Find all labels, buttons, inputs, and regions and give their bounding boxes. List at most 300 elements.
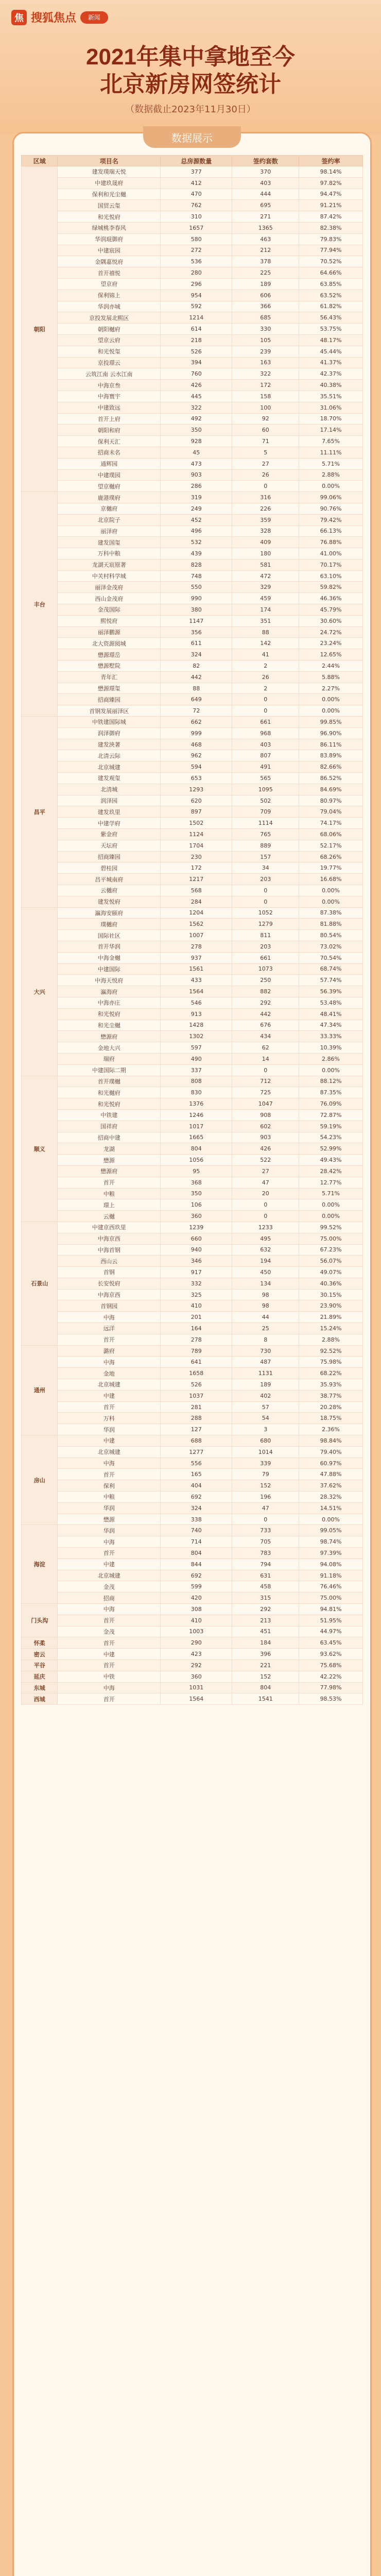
signed-units-cell: 203 <box>232 941 299 952</box>
table-row <box>22 256 363 267</box>
total-units-cell: 308 <box>161 1604 232 1615</box>
signing-rate-cell: 0.00% <box>299 705 363 717</box>
signing-rate-cell: 59.19% <box>299 1121 363 1132</box>
signed-units-cell: 315 <box>232 1592 299 1604</box>
signing-rate-cell: 79.42% <box>299 514 363 526</box>
signing-rate-cell: 79.40% <box>299 1446 363 1458</box>
signed-units-cell: 680 <box>232 1435 299 1447</box>
project-name-cell: 绿城桃李春风 <box>58 222 161 233</box>
table-row <box>22 930 363 941</box>
table-row <box>22 1165 363 1177</box>
table-row <box>22 593 363 604</box>
table-row <box>22 1222 363 1233</box>
table-row <box>22 727 363 739</box>
table-row <box>22 570 363 582</box>
project-name-cell: 紫金府 <box>58 829 161 840</box>
project-name-cell: 西山金茂府 <box>58 593 161 604</box>
signed-units-cell: 98 <box>232 1300 299 1312</box>
table-row <box>22 1413 363 1424</box>
signing-rate-cell: 5.71% <box>299 458 363 469</box>
table-row <box>22 526 363 537</box>
signing-rate-cell: 49.43% <box>299 1155 363 1166</box>
table-row <box>22 1401 363 1413</box>
signed-units-cell: 189 <box>232 1379 299 1391</box>
signing-rate-cell: 44.97% <box>299 1626 363 1637</box>
total-units-cell: 172 <box>161 862 232 874</box>
table-row <box>22 380 363 391</box>
signing-rate-cell: 12.65% <box>299 649 363 660</box>
signing-rate-cell: 94.81% <box>299 1604 363 1615</box>
project-name-cell: 丽泽府 <box>58 526 161 537</box>
signing-rate-cell: 56.39% <box>299 986 363 997</box>
project-name-cell: 望京云府 <box>58 334 161 346</box>
table-row <box>22 717 363 728</box>
signed-units-cell: 426 <box>232 1143 299 1155</box>
signing-rate-cell: 54.23% <box>299 1132 363 1143</box>
signing-rate-cell: 98.84% <box>299 1435 363 1447</box>
table-row <box>22 1615 363 1626</box>
signed-units-cell: 733 <box>232 1525 299 1536</box>
total-units-cell: 1124 <box>161 829 232 840</box>
signed-units-cell: 1114 <box>232 818 299 829</box>
signed-units-cell: 632 <box>232 1244 299 1256</box>
project-name-cell: 首开 <box>58 1177 161 1188</box>
total-units-cell: 1017 <box>161 1121 232 1132</box>
total-units-cell: 903 <box>161 469 232 481</box>
signing-rate-cell: 16.68% <box>299 874 363 885</box>
total-units-cell: 468 <box>161 739 232 750</box>
project-name-cell: 中建璞园 <box>58 469 161 481</box>
table-row <box>22 1053 363 1064</box>
project-name-cell: 天坛府 <box>58 840 161 851</box>
table-row <box>22 660 363 672</box>
table-row <box>22 739 363 750</box>
project-name-cell: 和光悦玺 <box>58 346 161 357</box>
table-row <box>22 683 363 694</box>
table-row <box>22 447 363 458</box>
table-row <box>22 1244 363 1256</box>
project-name-cell: 华润 <box>58 1502 161 1514</box>
total-units-cell: 1562 <box>161 919 232 930</box>
table-row <box>22 784 363 795</box>
table-row <box>22 750 363 761</box>
table-row <box>22 1514 363 1525</box>
table-row <box>22 301 363 312</box>
project-name-cell: 中海京西 <box>58 1233 161 1244</box>
signing-rate-cell: 18.70% <box>299 413 363 425</box>
total-units-cell: 1003 <box>161 1626 232 1637</box>
signing-rate-cell: 0.00% <box>299 481 363 492</box>
signing-rate-cell: 0.00% <box>299 1514 363 1525</box>
total-units-cell: 913 <box>161 1008 232 1020</box>
brand-logo[interactable] <box>11 9 108 25</box>
project-name-cell: 中关村科学城 <box>58 570 161 582</box>
total-units-cell: 526 <box>161 346 232 357</box>
signed-units-cell: 100 <box>232 402 299 413</box>
total-units-cell: 1376 <box>161 1098 232 1110</box>
signed-units-cell: 1073 <box>232 963 299 975</box>
project-name-cell: 首钢发展丽泽区 <box>58 705 161 717</box>
project-name-cell: 金地 <box>58 1368 161 1379</box>
signing-rate-cell: 97.39% <box>299 1548 363 1559</box>
district-cell: 大兴 <box>22 907 58 1076</box>
project-name-cell: 金茂 <box>58 1581 161 1592</box>
total-units-cell: 760 <box>161 368 232 380</box>
project-name-cell: 中铁建国际城 <box>58 717 161 728</box>
signed-units-cell: 134 <box>232 1278 299 1289</box>
district-cell: 房山 <box>22 1435 58 1525</box>
project-name-cell: 京樾府 <box>58 503 161 514</box>
table-row <box>22 1267 363 1278</box>
table-row <box>22 1682 363 1693</box>
signed-units-cell: 409 <box>232 537 299 548</box>
total-units-cell: 286 <box>161 481 232 492</box>
signed-units-cell: 730 <box>232 1345 299 1357</box>
district-cell: 朝阳 <box>22 166 58 492</box>
signing-rate-cell: 87.35% <box>299 1087 363 1098</box>
signed-units-cell: 57 <box>232 1401 299 1413</box>
total-units-cell: 442 <box>161 671 232 683</box>
table-row <box>22 694 363 705</box>
project-name-cell: 中建宸园 <box>58 245 161 256</box>
signed-units-cell: 26 <box>232 469 299 481</box>
table-row <box>22 1390 363 1401</box>
signed-units-cell: 105 <box>232 334 299 346</box>
signing-rate-cell: 2.86% <box>299 1053 363 1064</box>
signing-rate-cell: 23.24% <box>299 638 363 649</box>
signed-units-cell: 1541 <box>232 1693 299 1705</box>
total-units-cell: 808 <box>161 1076 232 1087</box>
district-cell: 昌平 <box>22 717 58 908</box>
table-row <box>22 851 363 862</box>
project-name-cell: 云樾府 <box>58 885 161 896</box>
table-row <box>22 896 363 907</box>
signed-units-cell: 1131 <box>232 1368 299 1379</box>
project-name-cell: 首开 <box>58 1615 161 1626</box>
signed-units-cell: 213 <box>232 1615 299 1626</box>
signing-rate-cell: 82.38% <box>299 222 363 233</box>
signed-units-cell: 184 <box>232 1637 299 1649</box>
signing-rate-cell: 52.17% <box>299 840 363 851</box>
signed-units-cell: 2 <box>232 660 299 672</box>
table-row <box>22 245 363 256</box>
table-row <box>22 638 363 649</box>
table-row <box>22 200 363 211</box>
table-row <box>22 582 363 593</box>
signed-units-cell: 329 <box>232 582 299 593</box>
signed-units-cell: 79 <box>232 1469 299 1480</box>
signed-units-cell: 661 <box>232 952 299 963</box>
district-cell: 东城 <box>22 1682 58 1693</box>
project-name-cell: 首开 <box>58 1659 161 1671</box>
total-units-cell: 1217 <box>161 874 232 885</box>
total-units-cell: 338 <box>161 1514 232 1525</box>
project-name-cell: 保利和光尘樾 <box>58 189 161 200</box>
total-units-cell: 536 <box>161 256 232 267</box>
table-row <box>22 458 363 469</box>
table-row <box>22 1458 363 1469</box>
table-row <box>22 391 363 402</box>
total-units-cell: 249 <box>161 503 232 514</box>
project-name-cell: 中粮 <box>58 1492 161 1503</box>
table-row <box>22 436 363 447</box>
signed-units-cell: 378 <box>232 256 299 267</box>
column-header: 区域 <box>22 156 58 166</box>
table-row <box>22 963 363 975</box>
signing-rate-cell: 76.88% <box>299 537 363 548</box>
table-row <box>22 1076 363 1087</box>
signing-rate-cell: 81.88% <box>299 919 363 930</box>
signed-units-cell: 8 <box>232 1334 299 1345</box>
signing-rate-cell: 98.74% <box>299 1536 363 1548</box>
signed-units-cell: 403 <box>232 739 299 750</box>
signed-units-cell: 2 <box>232 683 299 694</box>
signing-rate-cell: 21.89% <box>299 1312 363 1323</box>
table-row <box>22 705 363 717</box>
total-units-cell: 106 <box>161 1199 232 1211</box>
project-name-cell: 华润亦城 <box>58 301 161 312</box>
signed-units-cell: 370 <box>232 166 299 178</box>
signed-units-cell: 495 <box>232 1233 299 1244</box>
project-name-cell: 中海 <box>58 1536 161 1548</box>
total-units-cell: 1502 <box>161 818 232 829</box>
total-units-cell: 445 <box>161 391 232 402</box>
table-row <box>22 1592 363 1604</box>
table-row <box>22 986 363 997</box>
table-row <box>22 818 363 829</box>
total-units-cell: 356 <box>161 626 232 638</box>
signing-rate-cell: 33.33% <box>299 1031 363 1042</box>
total-units-cell: 1564 <box>161 1693 232 1705</box>
signed-units-cell: 226 <box>232 503 299 514</box>
signed-units-cell: 180 <box>232 548 299 560</box>
table-row <box>22 773 363 784</box>
total-units-cell: 917 <box>161 1267 232 1278</box>
table-row <box>22 1008 363 1020</box>
signed-units-cell: 458 <box>232 1581 299 1592</box>
signed-units-cell: 157 <box>232 851 299 862</box>
project-name-cell: 北清城 <box>58 784 161 795</box>
total-units-cell: 201 <box>161 1312 232 1323</box>
project-name-cell: 金隅嘉悦府 <box>58 256 161 267</box>
signed-units-cell: 434 <box>232 1031 299 1042</box>
total-units-cell: 649 <box>161 694 232 705</box>
total-units-cell: 653 <box>161 773 232 784</box>
total-units-cell: 804 <box>161 1548 232 1559</box>
signed-units-cell: 403 <box>232 177 299 189</box>
table-row <box>22 761 363 773</box>
total-units-cell: 830 <box>161 1087 232 1098</box>
signed-units-cell: 491 <box>232 761 299 773</box>
signing-rate-cell: 87.42% <box>299 211 363 223</box>
total-units-cell: 692 <box>161 1570 232 1581</box>
signing-rate-cell: 68.74% <box>299 963 363 975</box>
total-units-cell: 281 <box>161 1401 232 1413</box>
signing-rate-cell: 56.07% <box>299 1256 363 1267</box>
table-row <box>22 1334 363 1345</box>
signing-rate-cell: 80.97% <box>299 795 363 806</box>
signed-units-cell: 5 <box>232 447 299 458</box>
table-row <box>22 1469 363 1480</box>
project-name-cell: 首开 <box>58 1334 161 1345</box>
signed-units-cell: 1365 <box>232 222 299 233</box>
signing-rate-cell: 47.34% <box>299 1020 363 1031</box>
total-units-cell: 332 <box>161 1278 232 1289</box>
table-row <box>22 1256 363 1267</box>
district-cell: 石景山 <box>22 1222 58 1345</box>
signing-rate-cell: 28.32% <box>299 1492 363 1503</box>
total-units-cell: 688 <box>161 1435 232 1447</box>
project-name-cell: 熙悦府 <box>58 615 161 626</box>
total-units-cell: 660 <box>161 1233 232 1244</box>
total-units-cell: 599 <box>161 1581 232 1592</box>
total-units-cell: 1657 <box>161 222 232 233</box>
signed-units-cell: 25 <box>232 1323 299 1334</box>
project-name-cell: 中建 <box>58 1435 161 1447</box>
project-name-cell: 龙湖 <box>58 1143 161 1155</box>
project-name-cell: 润泽御府 <box>58 727 161 739</box>
total-units-cell: 325 <box>161 1289 232 1300</box>
total-units-cell: 284 <box>161 896 232 907</box>
signed-units-cell: 783 <box>232 1548 299 1559</box>
table-row <box>22 885 363 896</box>
district-cell: 丰台 <box>22 492 58 717</box>
column-header: 签约套数 <box>232 156 299 166</box>
table-row <box>22 1671 363 1682</box>
total-units-cell: 380 <box>161 604 232 616</box>
total-units-cell: 368 <box>161 1177 232 1188</box>
total-units-cell: 1277 <box>161 1446 232 1458</box>
total-units-cell: 597 <box>161 1042 232 1054</box>
signing-rate-cell: 63.52% <box>299 290 363 301</box>
signing-rate-cell: 68.22% <box>299 1368 363 1379</box>
signing-rate-cell: 87.38% <box>299 907 363 919</box>
signed-units-cell: 0 <box>232 705 299 717</box>
table-row <box>22 1693 363 1705</box>
signing-rate-cell: 5.71% <box>299 1188 363 1199</box>
project-name-cell: 中海 <box>58 1682 161 1693</box>
signing-rate-cell: 35.51% <box>299 391 363 402</box>
table-row <box>22 840 363 851</box>
signing-rate-cell: 53.75% <box>299 324 363 335</box>
table-row <box>22 1570 363 1581</box>
signed-units-cell: 3 <box>232 1424 299 1435</box>
project-name-cell: 北京城建 <box>58 1446 161 1458</box>
total-units-cell: 288 <box>161 1413 232 1424</box>
total-units-cell: 296 <box>161 278 232 290</box>
signed-units-cell: 502 <box>232 795 299 806</box>
project-name-cell: 望京樾府 <box>58 481 161 492</box>
project-name-cell: 云筑江南 云水江南 <box>58 368 161 380</box>
total-units-cell: 1031 <box>161 1682 232 1693</box>
signing-rate-cell: 77.98% <box>299 1682 363 1693</box>
signed-units-cell: 88 <box>232 626 299 638</box>
signed-units-cell: 1014 <box>232 1446 299 1458</box>
project-name-cell: 中建玖晟府 <box>58 177 161 189</box>
project-name-cell: 首开 <box>58 1548 161 1559</box>
signed-units-cell: 631 <box>232 1570 299 1581</box>
signed-units-cell: 1052 <box>232 907 299 919</box>
project-name-cell: 中粮 <box>58 1188 161 1199</box>
signed-units-cell: 676 <box>232 1020 299 1031</box>
table-row <box>22 1424 363 1435</box>
project-name-cell: 丽泽金茂府 <box>58 582 161 593</box>
project-name-cell: 首开禧悦 <box>58 267 161 279</box>
project-name-cell: 国祥府 <box>58 1121 161 1132</box>
total-units-cell: 1658 <box>161 1368 232 1379</box>
table-row <box>22 1649 363 1660</box>
signed-units-cell: 450 <box>232 1267 299 1278</box>
signed-units-cell: 41 <box>232 649 299 660</box>
project-name-cell: 首钢园 <box>58 1300 161 1312</box>
project-name-cell: 金茂国际 <box>58 604 161 616</box>
signed-units-cell: 807 <box>232 750 299 761</box>
table-row <box>22 1289 363 1300</box>
signing-rate-cell: 49.07% <box>299 1267 363 1278</box>
column-header: 总房源数量 <box>161 156 232 166</box>
signed-units-cell: 27 <box>232 1165 299 1177</box>
signing-rate-cell: 67.23% <box>299 1244 363 1256</box>
project-name-cell: 中海寰宇 <box>58 391 161 402</box>
signing-rate-cell: 41.37% <box>299 357 363 368</box>
signed-units-cell: 765 <box>232 829 299 840</box>
project-name-cell: 中建京西玖里 <box>58 1222 161 1233</box>
table-row <box>22 997 363 1008</box>
signed-units-cell: 1279 <box>232 919 299 930</box>
signed-units-cell: 212 <box>232 245 299 256</box>
district-cell: 延庆 <box>22 1671 58 1682</box>
table-row <box>22 1637 363 1649</box>
signing-rate-cell: 53.48% <box>299 997 363 1008</box>
table-row <box>22 1581 363 1592</box>
signed-units-cell: 152 <box>232 1671 299 1682</box>
total-units-cell: 620 <box>161 795 232 806</box>
signed-units-cell: 271 <box>232 211 299 223</box>
signing-rate-cell: 90.76% <box>299 503 363 514</box>
table-row <box>22 1211 363 1222</box>
table-row <box>22 166 363 178</box>
total-units-cell: 568 <box>161 885 232 896</box>
signed-units-cell: 152 <box>232 1480 299 1492</box>
column-header: 签约率 <box>299 156 363 166</box>
table-row <box>22 862 363 874</box>
project-name-cell: 中海 <box>58 1357 161 1368</box>
logo-badge-icon: 焦 <box>11 10 27 25</box>
total-units-cell: 452 <box>161 514 232 526</box>
project-name-cell: 首开 <box>58 1469 161 1480</box>
table-row <box>22 1109 363 1121</box>
project-name-cell: 望京府 <box>58 278 161 290</box>
district-cell: 门头沟 <box>22 1604 58 1637</box>
table-row <box>22 952 363 963</box>
signing-rate-cell: 0.00% <box>299 1064 363 1076</box>
total-units-cell: 377 <box>161 166 232 178</box>
signing-rate-cell: 30.60% <box>299 615 363 626</box>
signing-rate-cell: 38.77% <box>299 1390 363 1401</box>
signing-rate-cell: 61.82% <box>299 301 363 312</box>
signed-units-cell: 60 <box>232 425 299 436</box>
project-name-cell: 云樾 <box>58 1211 161 1222</box>
table-row <box>22 1155 363 1166</box>
signed-units-cell: 882 <box>232 986 299 997</box>
project-name-cell: 首钢 <box>58 1267 161 1278</box>
signing-rate-cell: 75.98% <box>299 1357 363 1368</box>
signing-rate-cell: 76.09% <box>299 1098 363 1110</box>
total-units-cell: 165 <box>161 1469 232 1480</box>
project-name-cell: 招商臻园 <box>58 694 161 705</box>
signing-rate-cell: 99.06% <box>299 492 363 503</box>
signed-units-cell: 292 <box>232 1604 299 1615</box>
